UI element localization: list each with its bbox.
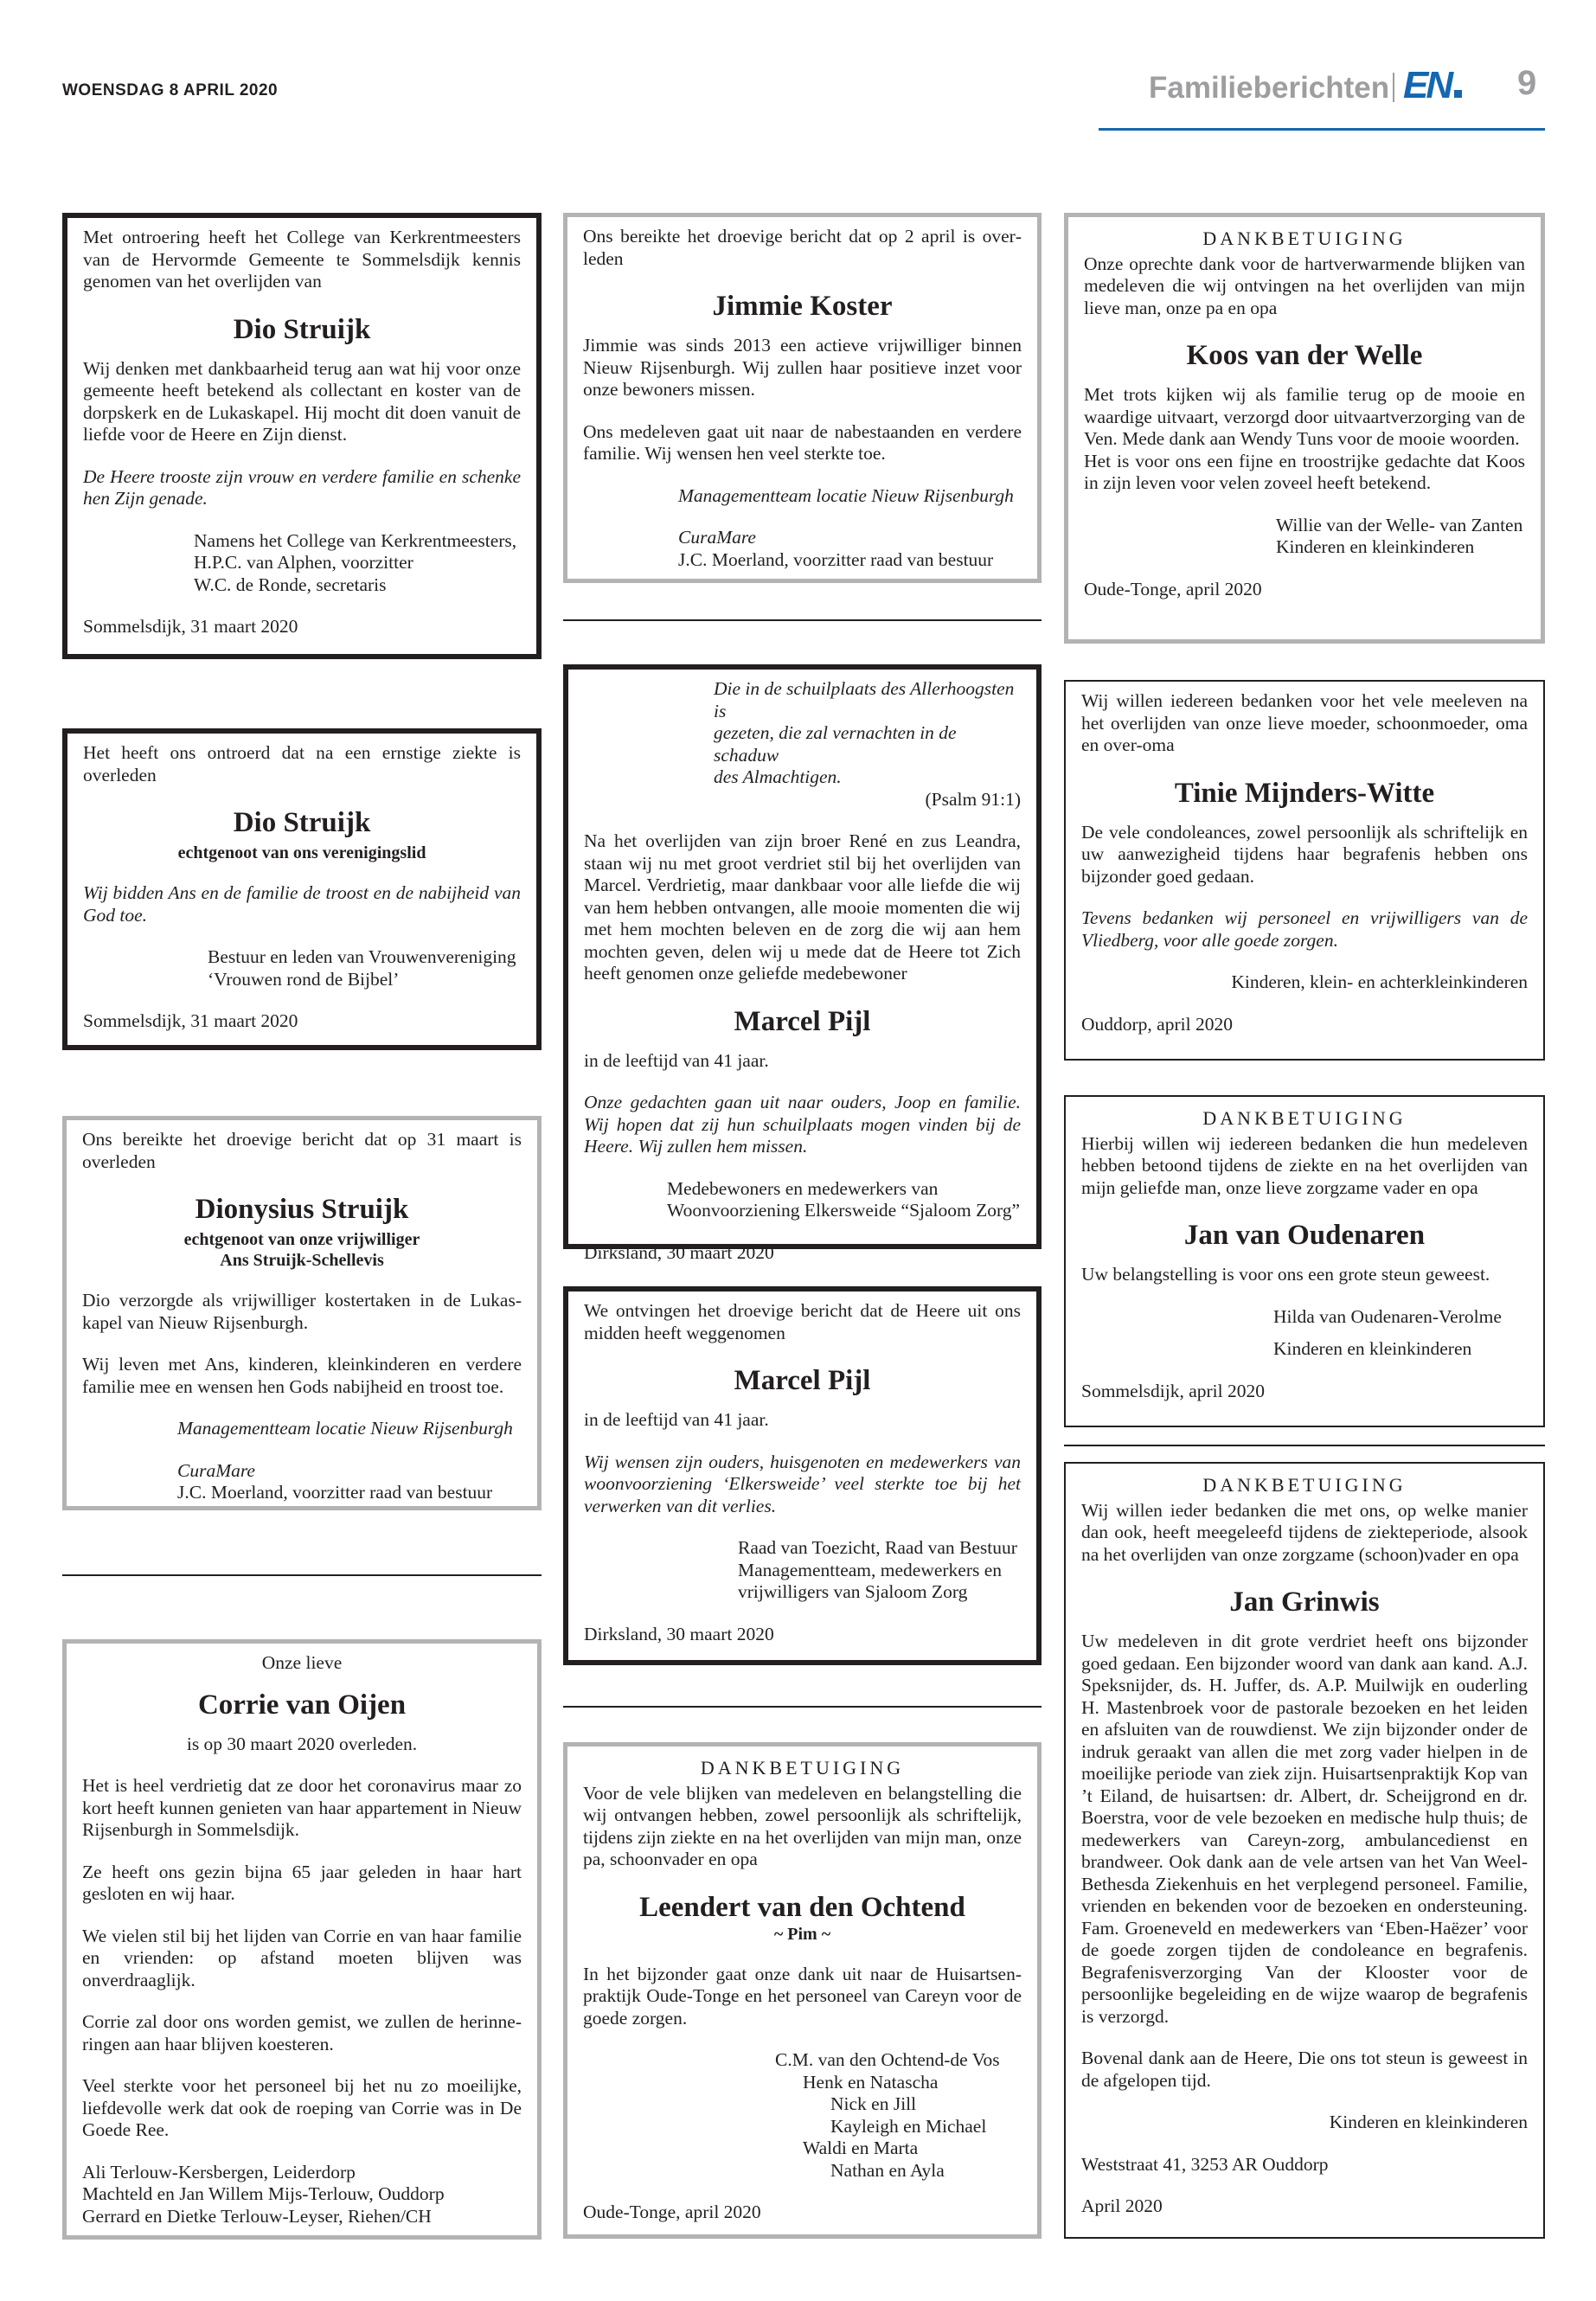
notice-intro: Ons bereikte het droevige bericht dat op 2 april is overleden [583, 226, 1022, 269]
notice-body: Jimmie was sinds 2013 een actieve vrijwilliger binnen Nieuw Rijsenburgh. Wij zullen haar positieve inzet voor onze bewoners missen. [583, 335, 1022, 400]
notice-body: Na het overlijden van zijn broer René en zus Leandra, staan wij nu met groot verdriet stil bij het overlijden van Marcel. Verdrietig, maar dankbaar voor alle liefde die wij van hem hebben ontvangen, alle mooie momenten die wij met hem mochten beleven en de zorg die wij aan hem mochten geven, delen wij u mede dat de Heere tot Zich heeft genomen onze geliefde medebewoner [584, 830, 1021, 984]
signature-line: Nathan en Ayla [830, 2159, 945, 2181]
notice-tinie-mijnders-witte [1064, 680, 1545, 1061]
signature-line: Raad van Toezicht, Raad van Bestuur [738, 1537, 1017, 1558]
notice-place-date: Sommelsdijk, 31 maart 2020 [83, 1010, 298, 1031]
notice-signature [583, 527, 1022, 571]
notice-signature [82, 2162, 522, 2228]
notice-italic: Tevens bedanken wij personeel en vrijwilligers van de Vliedberg, voor alle goede zorgen. [1081, 907, 1528, 951]
deceased-name: Tinie Mijnders-Witte [1174, 777, 1435, 809]
signature-line: Gerrard en Dietke Terlouw-Leyser, Riehen/CH [82, 2205, 432, 2227]
notice-title: DANKBETUIGING [1202, 228, 1407, 249]
notice-intro: Wij willen iedereen bedanken voor het vele meeleven na het overlijden van onze lieve moeder, schoonmoeder, oma en over-oma [1081, 690, 1528, 755]
notice-subtitle: echtgenoot van ons verenigingslid [177, 843, 426, 862]
en-logo [1403, 64, 1462, 107]
notice-body: Corrie zal door ons worden gemist, we zullen de herinneringen aan haar blijven koesteren. [82, 2011, 522, 2054]
signature-line: Machteld en Jan Willem Mijs-Terlouw, Ouddorp [82, 2183, 445, 2204]
column-divider [563, 619, 1042, 621]
notice-jan-van-oudenaren [1064, 1095, 1545, 1427]
section-title: Familieberichten [1149, 71, 1390, 105]
verse-line: gezeten, die zal vernachten in de schaduw [714, 722, 957, 766]
verse-reference: (Psalm 91:1) [925, 788, 1021, 810]
notice-title: DANKBETUIGING [1202, 1474, 1407, 1496]
notice-italic: Wij bidden Ans en de familie de troost en de nabijheid van God toe. [83, 882, 521, 926]
deceased-name: Dio Struijk [233, 313, 371, 345]
notice-intro: Voor de vele blijken van medeleven en belangstelling die wij ontvangen hebben, zowel persoonlijk als schriftelijk, tijdens zijn ziekte en na het overlijden van mijn man, onze pa, schoonvader en opa [583, 1782, 1022, 1869]
signature-line: H.P.C. van Alphen, voorzitter [194, 552, 413, 573]
signature-line: Waldi en Marta [803, 2138, 919, 2158]
notice-body: Bovenal dank aan de Heere, Die ons tot steun is geweest in de afgelopen tijd. [1081, 2048, 1528, 2091]
deceased-name: Koos van der Welle [1186, 340, 1423, 371]
deceased-name: Jimmie Koster [712, 291, 893, 322]
notice-body: Uw medeleven in dit grote verdriet heeft ons bijzonder goed gedaan. Een bijzonder woord van dank aan kand. A.J. Speksnijder, ds. H. Juffer, ds. A.P. Muilwijk en ouderling H. Mastenbroek voor de pastorale bezoeken en het leiden en afsluiten van de rouwdienst. We zijn bijzonder onder de indruk geraakt van allen die met zorg vader hielpen in de moeilijke periode van ziek zijn. Huisartsenpraktijk Kop van ’t Eiland, de huisartsen: dr. Albert, dr. Scheijgrond en dr. Boerstra, voor de vele bezoeken en medische hulp thuis; de medewerkers van Careyn-zorg, ambulancedienst en brandweer. Ook dank aan de vele artsen van het Van Weel-Bethesda Ziekenhuis en het verplegend personeel. Familie, vrienden en bekenden voor de bezoeken en ondersteuning. Fam. Groeneveld en medewerkers van ‘Eben-Haëzer’ voor de goede zorgen tijden de condoleance en begrafenis. Begrafenisverzorging Van der Klooster voor de persoonlijke begeleiding en de wijze waarop de begrafenis is verzorgd. [1081, 1631, 1528, 2027]
signature-line: CuraMare [177, 1459, 255, 1481]
header-date: WOENSDAG 8 APRIL 2020 [62, 81, 279, 99]
notice-body: Veel sterkte voor het personeel bij het nu zo moeilijke, liefdevolle werk dat ook de roeping van Corrie was in De Goede Ree. [82, 2075, 522, 2140]
signature-line: J.C. Moerland, voorzitter raad van bestuur [678, 548, 994, 570]
signature-line: Ali Terlouw-Kersbergen, Leiderdorp [82, 2161, 356, 2182]
subtitle-line: echtgenoot van onze vrijwilliger [183, 1230, 420, 1249]
notice-body: Wij denken met dankbaarheid terug aan wat hij voor onze gemeente heeft betekend als collectant en koster van de dorpskerk en de Lukaskapel. Hij mocht dit doen vanuit de liefde voor de Heere en Zijn dienst. [83, 357, 521, 445]
notice-place-date: Oude-Tonge, april 2020 [1084, 578, 1262, 599]
deceased-name: Corrie van Oijen [197, 1689, 407, 1721]
notice-signature-line: Kinderen en kleinkinderen [1273, 1338, 1472, 1359]
column-divider [1064, 1445, 1545, 1446]
signature-line: Kinderen en kleinkinderen [1276, 536, 1475, 557]
verse-line: Die in de schuilplaats des Allerhoogsten is [714, 678, 1015, 721]
notice-body: Ze heeft ons gezin bijna 65 jaar geleden in haar hart gesloten en wij haar. [82, 1861, 522, 1904]
notice-body: We vielen stil bij het lijden van Corrie en van haar familie en vrienden: op afstand moeten blijven was onverdraaglijk. [82, 1925, 522, 1990]
notice-dio-struijk-kerkrentmeesters [62, 213, 542, 659]
notice-intro: We ontvingen het droevige bericht dat de Heere uit ons midden heeft weggenomen [584, 1300, 1021, 1343]
notice-intro: Onze lieve [261, 1652, 343, 1673]
notice-body: Het is voor ons een fijne en troostrijke gedachte dat Koos in zijn leven voor velen zoveel heeft betekend. [1084, 450, 1525, 493]
notice-dionysius-struijk [62, 1116, 542, 1510]
notice-place-date: Sommelsdijk, april 2020 [1081, 1380, 1266, 1401]
notice-subtitle [82, 1229, 522, 1271]
deceased-name: Jan van Oudenaren [1183, 1220, 1426, 1251]
header-divider [1393, 73, 1394, 102]
logo-dot [1454, 90, 1462, 98]
logo-text: EN [1403, 64, 1452, 106]
notice-place-date: Dirksland, 30 maart 2020 [584, 1623, 774, 1644]
notice-nickname: ~ Pim ~ [773, 1924, 831, 1944]
notice-body: Ons medeleven gaat uit naar de nabestaanden en verdere familie. Wij wensen hen veel sterkte toe. [583, 420, 1022, 464]
signature-line: Henk en Natascha [803, 2071, 939, 2093]
notice-signature [584, 1537, 1021, 1604]
deceased-name: Jan Grinwis [1229, 1586, 1380, 1618]
notice-italic: Wij wensen zijn ouders, huisgenoten en medewerkers van woonvoorziening ‘Elkersweide’ veel sterkte toe bij het verwerken van dit verlies. [584, 1451, 1021, 1516]
notice-body: Uw belangstelling is voor ons een grote steun geweest. [1081, 1264, 1490, 1285]
notice-signature: Kinderen en kleinkinderen [1329, 2112, 1528, 2132]
notice-body: Met trots kijken wij als familie terug op de mooie en waardige uitvaart, verzorgd door uitvaartverzorging van de Ven. Mede dank aan Wendy Tuns voor de mooie woorden. [1084, 384, 1525, 449]
notice-italic: De Heere trooste zijn vrouw en verdere familie en schenke hen Zijn genade. [83, 465, 521, 509]
notice-body: Dio verzorgde als vrijwilliger kostertaken in de Lukaskapel van Nieuw Rijsenburgh. [82, 1290, 522, 1333]
notice-intro: Het heeft ons ontroerd dat na een ernstige ziekte is overleden [83, 742, 521, 785]
signature-line: Managementteam, medewerkers en [738, 1559, 1003, 1580]
notice-signature-org: Managementteam locatie Nieuw Rijsenburgh [678, 484, 1014, 506]
notice-title: DANKBETUIGING [1202, 1107, 1407, 1129]
notice-age: in de leeftijd van 41 jaar. [584, 1409, 769, 1430]
notice-jan-grinwis [1064, 1462, 1545, 2239]
notice-intro: Met ontroering heeft het College van Kerkrentmeesters van de Hervormde Gemeente te Sommelsdijk kennis genomen van het overlijden van [83, 227, 521, 292]
notice-corrie-van-oijen [62, 1639, 542, 2240]
deceased-name: Marcel Pijl [734, 1365, 871, 1396]
notice-date-line: is op 30 maart 2020 overleden. [186, 1733, 418, 1754]
notice-body: In het bijzonder gaat onze dank uit naar de Huisartsenpraktijk Oude-Tonge en het personeel van Careyn voor de goede zorgen. [583, 1963, 1022, 2029]
page-number: 9 [1517, 64, 1537, 102]
signature-line: Kayleigh en Michael [830, 2115, 987, 2137]
notice-age: in de leeftijd van 41 jaar. [584, 1049, 769, 1071]
signature-line: vrijwilligers van Sjaloom Zorg [738, 1581, 968, 1602]
signature-line: Woonvoorziening Elkersweide “Sjaloom Zorg” [667, 1200, 1021, 1221]
notice-signature [584, 1178, 1021, 1222]
deceased-name: Dio Struijk [233, 807, 371, 838]
notice-intro: Hierbij willen wij iedereen bedanken die hun medeleven hebben betoond tijdens de ziekte en na het overlijden van mijn geliefde man, onze lieve zorgzame vader en opa [1081, 1132, 1528, 1198]
notice-intro: Ons bereikte het droevige bericht dat op 31 maart is overleden [82, 1129, 522, 1172]
notice-dio-struijk-vrouwenvereniging [62, 728, 542, 1050]
signature-line: J.C. Moerland, voorzitter raad van bestuur [177, 1482, 493, 1503]
signature-line: W.C. de Ronde, secretaris [194, 574, 387, 595]
signature-line: Medebewoners en medewerkers van [667, 1177, 939, 1199]
signature-line: CuraMare [678, 527, 756, 548]
notice-place-date: Dirksland, 30 maart 2020 [584, 1241, 774, 1263]
notice-signature [583, 2049, 1022, 2182]
notice-koos-van-der-welle [1064, 213, 1545, 644]
notice-jimmie-koster [563, 213, 1042, 583]
notice-intro: Onze oprechte dank voor de hartverwarmende blijken van medeleven die wij ontvingen na het overlijden van mijn lieve man, onze pa en opa [1084, 253, 1525, 318]
deceased-name: Marcel Pijl [734, 1005, 871, 1037]
notice-place-date: Oude-Tonge, april 2020 [583, 2202, 761, 2222]
column-divider [563, 1706, 1042, 1708]
header-masthead [1099, 61, 1545, 130]
signature-line: Bestuur en leden van Vrouwenvereniging [208, 946, 516, 967]
notice-address: Weststraat 41, 3253 AR Ouddorp [1081, 2153, 1329, 2175]
notice-intro: Wij willen ieder bedanken die met ons, op welke manier dan ook, heeft meegeleefd tijdens de ziekteperiode, alsook na het overlijden van onze zorgzame (schoon)vader en opa [1081, 1499, 1528, 1565]
notice-place-date: April 2020 [1081, 2195, 1163, 2216]
notice-signature-org: Managementteam locatie Nieuw Rijsenburgh [177, 1418, 513, 1439]
verse-line: des Almachtigen. [714, 766, 842, 787]
deceased-name: Leendert van den Ochtend [639, 1891, 965, 1923]
signature-line: C.M. van den Ochtend-de Vos [775, 2049, 1000, 2070]
notice-signature [1084, 515, 1525, 559]
signature-line: Willie van der Welle- van Zanten [1276, 514, 1523, 535]
notice-signature-line: Hilda van Oudenaren-Verolme [1273, 1305, 1502, 1327]
notice-place-date: Ouddorp, april 2020 [1081, 1013, 1233, 1035]
notice-signature [82, 1460, 522, 1504]
signature-line: ‘Vrouwen rond de Bijbel’ [208, 968, 400, 990]
notice-leendert-van-den-ochtend [563, 1742, 1042, 2239]
notice-marcel-pijl-medebewoners [563, 664, 1042, 1263]
notice-italic: Onze gedachten gaan uit naar ouders, Joop en familie. Wij hopen dat zij hun schuilplaats mogen vinden bij de Heere. Wij zullen hem missen. [584, 1092, 1021, 1157]
notice-body: Wij leven met Ans, kinderen, kleinkinderen en verdere familie mee en wensen hen Gods nabijheid en troost toe. [82, 1354, 522, 1397]
notice-body: Het is heel verdrietig dat ze door het coronavirus maar zo kort heeft kunnen genieten van haar appartement in Nieuw Rijsenburgh in Sommelsdijk. [82, 1775, 522, 1840]
deceased-name: Dionysius Struijk [195, 1194, 409, 1225]
notice-body: De vele condoleances, zowel persoonlijk als schriftelijk en uw aanwezigheid tijdens haar begrafenis hebben ons bijzonder goed gedaan. [1081, 821, 1528, 887]
notice-signature [83, 530, 521, 597]
notice-title: DANKBETUIGING [700, 1757, 905, 1779]
signature-line: Namens het College van Kerkrentmeesters, [194, 529, 517, 551]
header-rule [1099, 128, 1545, 131]
column-divider [62, 1574, 542, 1576]
subtitle-line: Ans Struijk-Schellevis [220, 1251, 384, 1270]
bible-verse [584, 678, 1021, 789]
notice-marcel-pijl-sjaloom [563, 1286, 1042, 1665]
notice-signature: Kinderen, klein- en achterkleinkinderen [1231, 971, 1528, 992]
signature-line: Nick en Jill [830, 2093, 917, 2114]
notice-place-date: Sommelsdijk, 31 maart 2020 [83, 616, 298, 637]
notice-signature [83, 946, 521, 990]
